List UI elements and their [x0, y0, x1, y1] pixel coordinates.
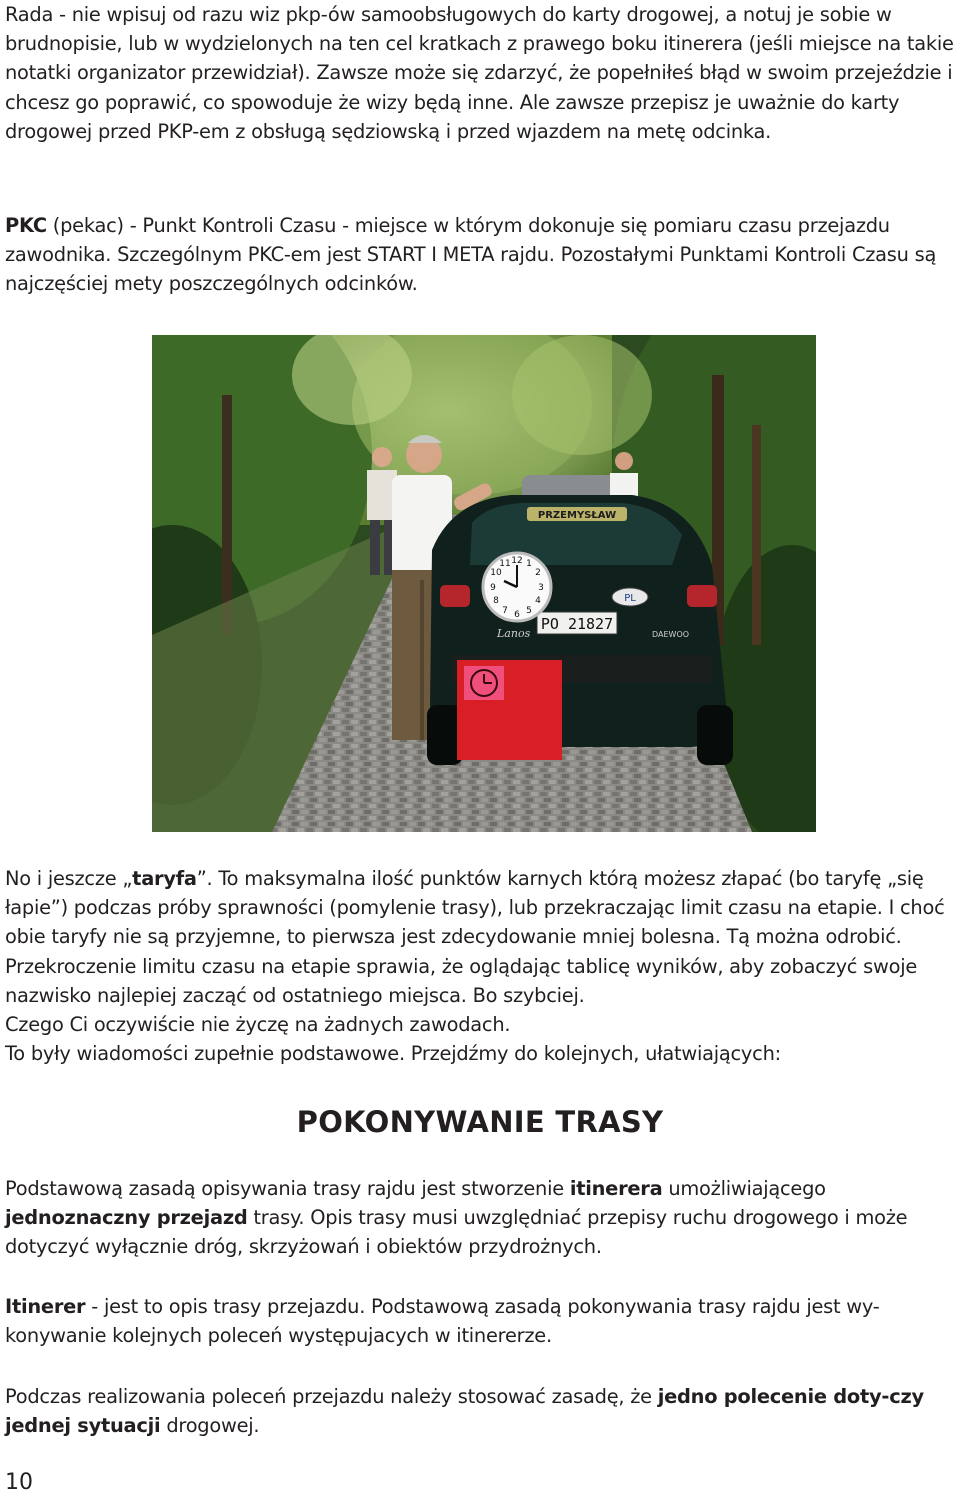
paragraph-taryfa-line2: Czego Ci oczywiście nie życzę na żadnych zawodach. — [5, 1013, 511, 1037]
paragraph-zasada-text: umożliwiającego — [662, 1177, 826, 1200]
paragraph-itinerer — [5, 1292, 957, 1350]
term-itinerera: itinerera — [569, 1177, 663, 1200]
paragraph-zasada-text: trasy. Opis trasy musi uwzględniać przepisy ruchu drogowego i może dotyczyć wyłącznie dróg, skrzyżowań i obiektów przydrożnych. — [5, 1206, 908, 1259]
paragraph-pkc — [5, 211, 957, 299]
paragraph-taryfa — [5, 864, 957, 1068]
paragraph-itinerer-text: - jest to opis trasy przejazdu. Podstawową zasadą pokonywania trasy rajdu jest wy-konywanie kolejnych poleceń występujacych w itinererze. — [5, 1295, 880, 1348]
license-plate-text: PO 21827 — [540, 615, 614, 633]
paragraph-zasada-text: Podstawową zasadą opisywania trasy rajdu jest stworzenie — [5, 1177, 570, 1200]
car-model-text: Lanos — [497, 627, 531, 640]
paragraph-podczas-text: Podczas realizowania poleceń przejazdu należy stosować zasadę, że — [5, 1385, 658, 1408]
page-number: 10 — [5, 1470, 33, 1495]
clock-number: 6 — [514, 610, 520, 620]
car-sticker-text: PRZEMYSŁAW — [537, 510, 617, 521]
paragraph-taryfa-line3: To były wiadomości zupełnie podstawowe. Przejdźmy do kolejnych, ułatwiających: — [5, 1042, 781, 1066]
paragraph-podczas — [5, 1382, 957, 1440]
clock-number: 5 — [526, 606, 532, 616]
clock-number: 7 — [502, 606, 508, 616]
car-brand-text: DAEWOO — [652, 630, 690, 639]
clock-number: 3 — [538, 583, 544, 593]
paragraph-zasada — [5, 1174, 957, 1262]
clock-number: 4 — [535, 596, 541, 606]
rally-photo-illustration — [152, 335, 816, 832]
term-jedno-polecenie: jedno polecenie doty-czy jednej sytuacji — [5, 1385, 924, 1438]
country-badge-text: PL — [624, 593, 636, 604]
term-jednoznaczny-przejazd: jednoznaczny przejazd — [5, 1206, 248, 1230]
section-heading: POKONYWANIE TRASY — [296, 1105, 664, 1139]
clock-number: 2 — [535, 568, 541, 578]
term-pkc: PKC — [5, 214, 47, 237]
rally-photo — [152, 335, 816, 832]
clock-number: 8 — [493, 596, 499, 606]
clock-number: 12 — [511, 556, 523, 566]
paragraph-rada — [5, 0, 957, 146]
clock-number: 1 — [526, 559, 532, 569]
clock-number: 9 — [490, 583, 496, 593]
term-itinerer: Itinerer — [5, 1295, 86, 1318]
clock-number: 11 — [499, 559, 511, 569]
term-taryfa: taryfa — [132, 867, 197, 890]
paragraph-pkc-text: (pekac) - Punkt Kontroli Czasu - miejsce w którym dokonuje się pomiaru czasu przejazdu zawodnika. Szczególnym PKC-em jest START I META rajdu. Pozostałymi Punktami Kontroli Czasu są najczęściej mety poszczególnych odcinków. — [5, 214, 937, 296]
paragraph-podczas-text: drogowej. — [160, 1414, 260, 1438]
clock-number: 10 — [490, 568, 502, 578]
paragraph-rada-text: Rada - nie wpisuj od razu wiz pkp-ów samoobsługowych do karty drogowej, a notuj je sobie w brudnopisie, lub w wydzielonych na ten cel kratkach z prawego boku itinerera (jeśli miejsce na takie notatki organizator przewidział). Zawsze może się zdarzyć, że popełniłeś błąd w swoim przejeździe i chcesz go poprawić, co spowoduje że wizy będą inne. Ale zawsze przepisz je uważnie do karty drogowej przed PKP-em z obsługą sędziowską i przed wjazdem na metę odcinka. — [5, 3, 954, 143]
paragraph-taryfa-text: ”. To maksymalna ilość punktów karnych którą możesz złapać (bo taryfę „się łapie”) podczas próby sprawności (pomylenie trasy), lub przekraczając limit czasu na etapie. I choć obie taryfy nie są przyjemne, to pierwsza jest zdecydowanie mniej bolesna. Tą można odrobić. Przekroczenie limitu czasu na etapie sprawia, że oglądając tablicę wyników, aby zobaczyć swoje nazwisko najlepiej zacząć od ostatniego miejsca. Bo szybciej. — [5, 867, 945, 1007]
paragraph-taryfa-intro: No i jeszcze „ — [5, 867, 133, 890]
